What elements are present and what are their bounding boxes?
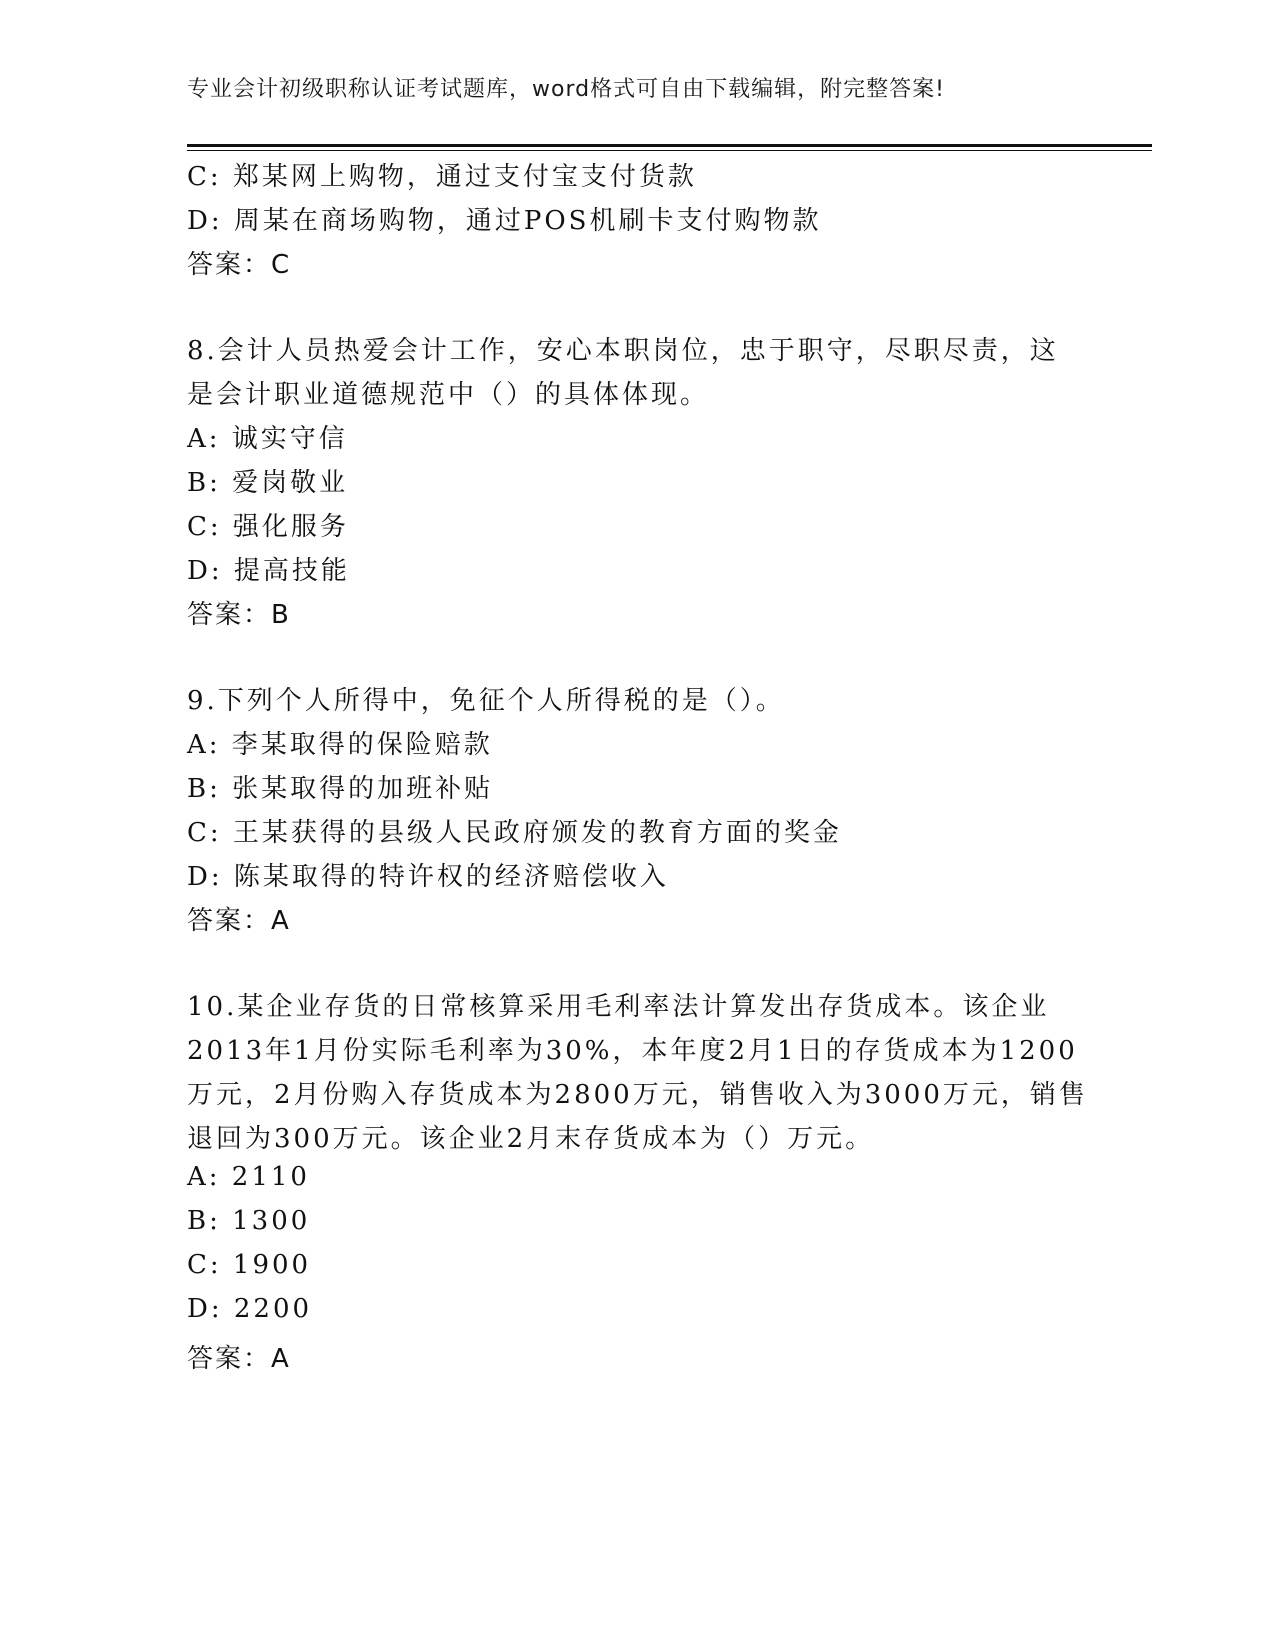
option-d: D: 2200 — [187, 1294, 313, 1324]
page-header: 专业会计初级职称认证考试题库，word格式可自由下载编辑，附完整答案! — [187, 77, 945, 102]
question-stem: 9.下列个人所得中，免征个人所得税的是（）。 — [187, 686, 785, 716]
answer: 答案：C — [187, 250, 292, 280]
option-b: B: 爱岗敬业 — [187, 468, 349, 498]
option-b: B: 张某取得的加班补贴 — [187, 774, 494, 804]
question-stem: 是会计职业道德规范中（）的具体体现。 — [187, 380, 710, 410]
answer: 答案：B — [187, 600, 291, 630]
option-c: C: 强化服务 — [187, 512, 349, 542]
header-rule-thick — [187, 144, 1152, 147]
option-c: C: 1900 — [187, 1250, 312, 1280]
question-stem: 退回为300万元。该企业2月末存货成本为（）万元。 — [187, 1124, 875, 1154]
option-a: A: 李某取得的保险赔款 — [187, 730, 493, 760]
option-c: C: 王某获得的县级人民政府颁发的教育方面的奖金 — [187, 818, 842, 848]
question-stem: 2013年1月份实际毛利率为30%，本年度2月1日的存货成本为1200 — [187, 1036, 1078, 1066]
option-d: D: 提高技能 — [187, 556, 350, 586]
option-a: A: 诚实守信 — [187, 424, 348, 454]
option-d: D: 陈某取得的特许权的经济赔偿收入 — [187, 862, 669, 892]
option-a: A: 2110 — [187, 1162, 310, 1192]
option-c: C: 郑某网上购物，通过支付宝支付货款 — [187, 162, 697, 192]
answer: 答案：A — [187, 1344, 291, 1374]
question-stem: 万元，2月份购入存货成本为2800万元，销售收入为3000万元，销售 — [187, 1080, 1088, 1110]
question-stem: 8.会计人员热爱会计工作，安心本职岗位，忠于职守，尽职尽责，这 — [187, 336, 1059, 366]
answer: 答案：A — [187, 906, 291, 936]
question-stem: 10.某企业存货的日常核算采用毛利率法计算发出存货成本。该企业 — [187, 992, 1050, 1022]
header-rule-thin — [187, 150, 1152, 151]
option-d: D: 周某在商场购物，通过POS机刷卡支付购物款 — [187, 206, 822, 236]
option-b: B: 1300 — [187, 1206, 311, 1236]
